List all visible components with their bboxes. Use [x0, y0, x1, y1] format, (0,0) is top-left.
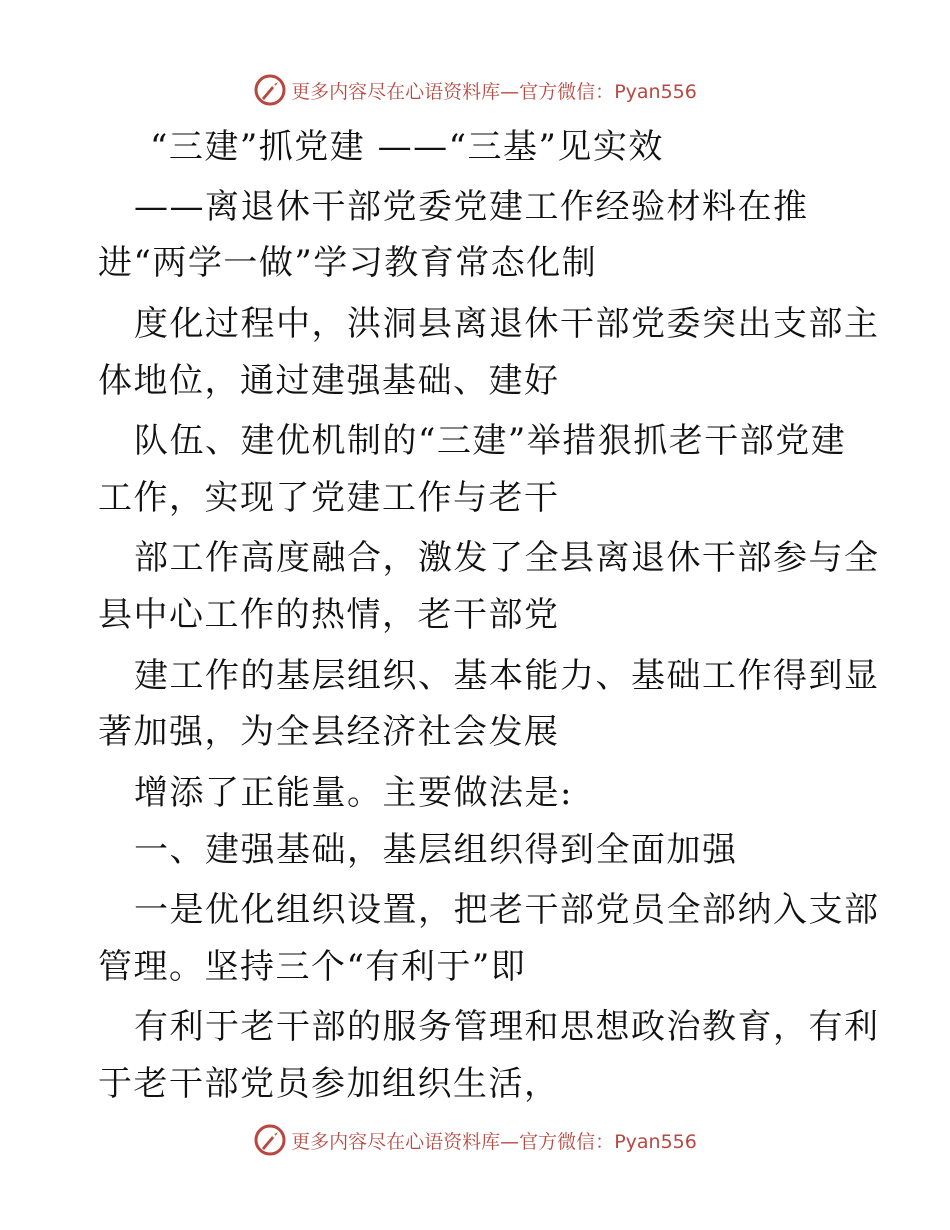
text-line: 管理。坚持三个“有利于”即 — [98, 947, 527, 987]
header-watermark — [0, 70, 950, 110]
document-subtitle: ——离退休干部党委党建工作经验材料在推 — [134, 187, 809, 227]
watermark-text: 更多内容尽在心语资料库—官方微信：Pyan556 — [291, 1130, 697, 1153]
text-line: 度化过程中，洪洞县离退休干部党委突出支部主 — [134, 304, 880, 344]
section-heading: 一、建强基础，基层组织得到全面加强 — [134, 830, 738, 870]
text-line: 县中心工作的热情，老干部党 — [98, 595, 560, 635]
pen-nib-icon — [253, 73, 287, 107]
text-line: 体地位，通过建强基础、建好 — [98, 361, 560, 401]
text-line: 进“两学一做”学习教育常态化制 — [98, 243, 598, 283]
footer-watermark — [0, 1120, 950, 1160]
text-line: 队伍、建优机制的“三建”举措狠抓老干部党建 — [134, 421, 847, 461]
text-line: 工作，实现了党建工作与老干 — [98, 478, 560, 518]
document-title: “三建”抓党建 ——“三基”见实效 — [150, 127, 664, 167]
text-line: 增添了正能量。主要做法是: — [134, 773, 573, 813]
text-line: 部工作高度融合，激发了全县离退休干部参与全 — [134, 538, 880, 578]
watermark-text: 更多内容尽在心语资料库—官方微信：Pyan556 — [291, 80, 697, 103]
pen-nib-icon — [253, 1123, 287, 1157]
text-line: 有利于老干部的服务管理和思想政治教育，有利 — [134, 1007, 880, 1047]
text-line: 建工作的基层组织、基本能力、基础工作得到显 — [134, 656, 880, 696]
text-line: 于老干部党员参加组织生活， — [98, 1064, 560, 1104]
text-line: 著加强，为全县经济社会发展 — [98, 712, 560, 752]
text-line: 一是优化组织设置，把老干部党员全部纳入支部 — [134, 890, 880, 930]
